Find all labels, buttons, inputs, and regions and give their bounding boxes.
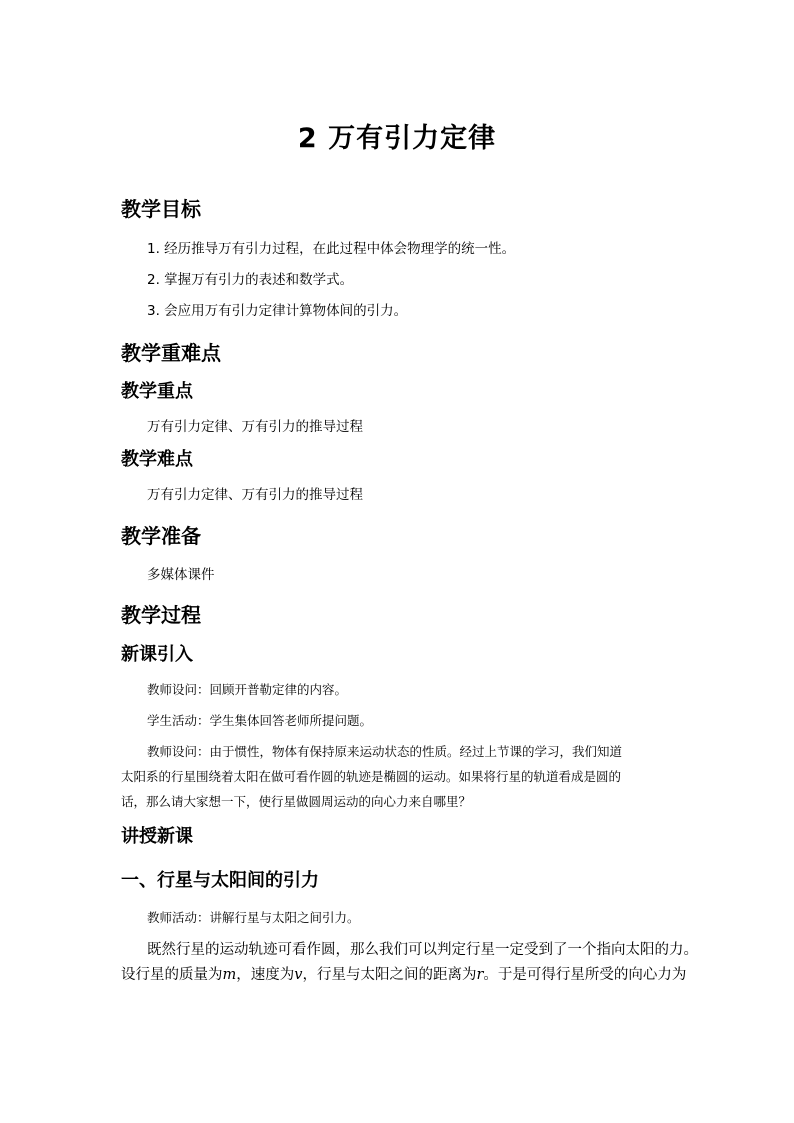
preparation-text: 多媒体课件 [147,567,215,583]
paragraph-line-2 [121,963,686,984]
lecture-heading: 讲授新课 [121,826,193,847]
variable-v: v [294,967,303,983]
intro-line-2: 学生活动：学生集体回答老师所提问题。 [147,713,373,728]
activity-line: 教师活动：讲解行星与太阳之间引力。 [147,910,360,925]
paragraph-line-1: 既然行星的运动轨迹可看作圆，那么我们可以判定行星一定受到了一个指向太阳的力。 [147,942,698,958]
intro-line-3: 教师设问：由于惯性，物体有保持原来运动状态的性质。经过上节课的学习，我们知道 [147,744,623,759]
focus-heading: 教学重点 [121,381,193,402]
variable-r: r [476,967,484,983]
objective-item-1: 1. 经历推导万有引力过程，在此过程中体会物理学的统一性。 [147,241,516,257]
paragraph-line-2-part-4: 。于是可得行星所受的向心力为 [483,967,687,983]
paragraph-line-2-part-1: 设行星的质量为 [121,967,223,983]
process-heading: 教学过程 [121,603,201,627]
objectives-heading: 教学目标 [121,197,201,221]
objective-item-3: 3. 会应用万有引力定律计算物体间的引力。 [147,303,408,319]
preparation-heading: 教学准备 [121,524,201,548]
intro-line-5: 话，那么请大家想一下，使行星做圆周运动的向心力来自哪里？ [121,794,472,809]
difficulty-heading: 教学难点 [121,449,193,470]
intro-heading: 新课引入 [121,644,193,665]
focus-text: 万有引力定律、万有引力的推导过程 [147,419,363,435]
difficulty-text: 万有引力定律、万有引力的推导过程 [147,487,363,503]
paragraph-line-2-part-3: ，行星与太阳之间的距离为 [302,967,477,983]
paragraph-line-2-part-2: ，速度为 [236,967,295,983]
objective-item-2: 2. 掌握万有引力的表述和数学式。 [147,272,354,288]
page-title: 2 万有引力定律 [297,123,497,154]
intro-line-1: 教师设问：回顾开普勒定律的内容。 [147,682,348,697]
key-points-heading: 教学重难点 [121,341,221,365]
sub-heading: 一、行星与太阳间的引力 [121,870,319,891]
intro-line-4: 太阳系的行星围绕着太阳在做可看作圆的轨迹是椭圆的运动。如果将行星的轨道看成是圆的 [121,769,622,784]
variable-m: m [222,967,237,983]
